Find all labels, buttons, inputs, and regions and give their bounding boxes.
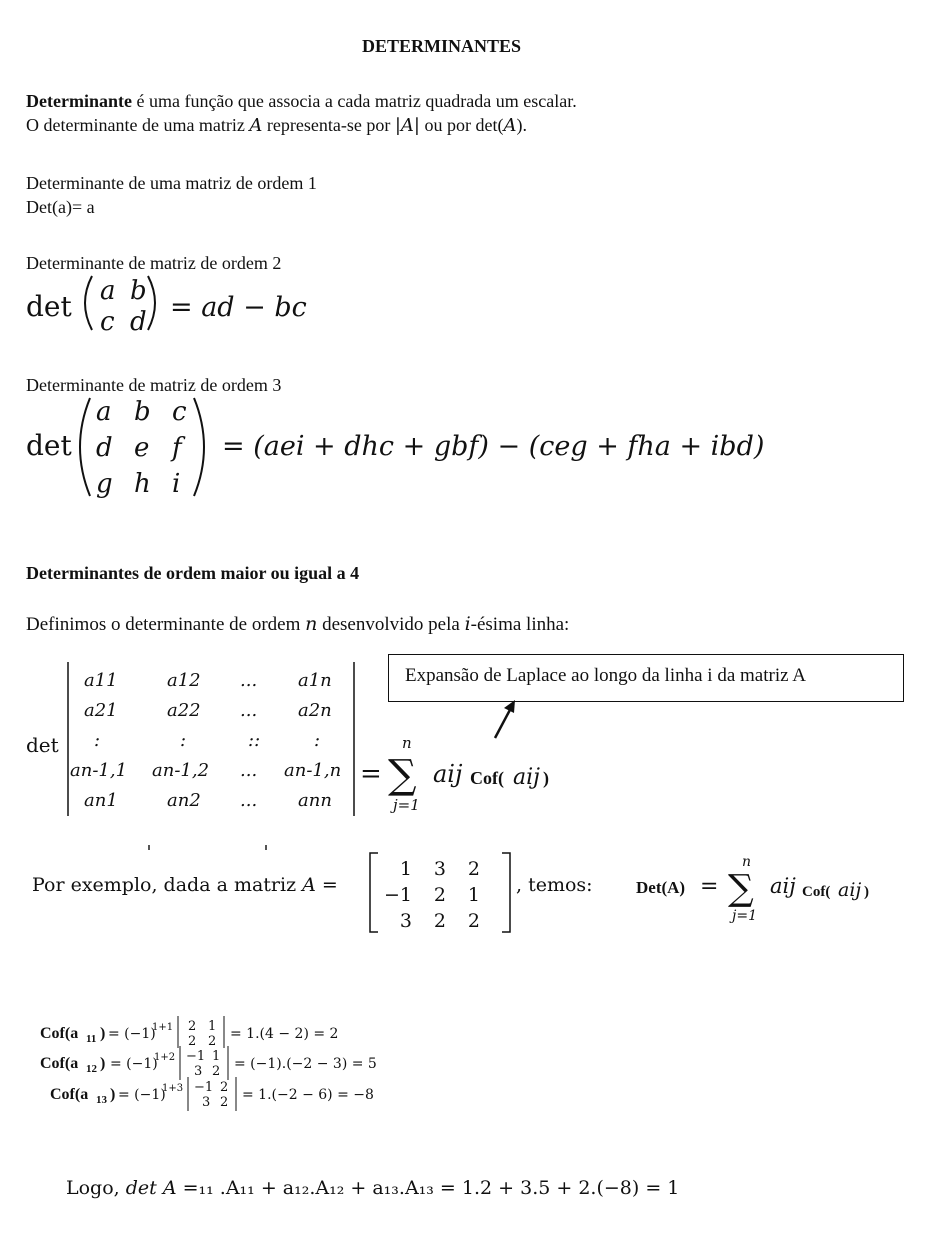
conclusion-rest: =₁₁ .A₁₁ + a₁₂.A₁₂ + a₁₃.A₁₃ = 1.2 + 3.5 + 2.(−8) = 1: [176, 1177, 680, 1199]
general-cell: :: [314, 730, 321, 751]
example-cell: 3: [433, 858, 446, 880]
page-title: DETERMINANTES: [362, 36, 522, 56]
example-sum-symbol: ∑: [728, 868, 754, 909]
example-cell: 2: [467, 910, 480, 932]
laplace-callout-text: Expansão de Laplace ao longo da linha i da matriz A: [405, 665, 806, 686]
general-cell: ...: [240, 760, 258, 781]
general-sum-lower: j=1: [393, 796, 420, 814]
example-formula-eq: =: [700, 874, 719, 899]
cof1-close: ): [100, 1025, 106, 1042]
order3-heading: Determinante de matriz de ordem 3: [26, 375, 282, 395]
cof2-sub: 12: [86, 1063, 97, 1075]
general-cell: a2n: [298, 700, 332, 721]
cof1-minor: 2: [208, 1034, 217, 1049]
example-cof-arg: aij: [838, 879, 862, 901]
cof3-label: Cof(a: [50, 1086, 89, 1103]
order2-result: = ad − bc: [170, 292, 307, 323]
order3-cell: a: [96, 397, 112, 427]
cofactor-row-1: [40, 1016, 338, 1049]
order3-cell: b: [134, 397, 151, 427]
order1-formula: Det(a)= a: [26, 197, 95, 217]
cof2-minor: −1: [186, 1049, 206, 1064]
example-intro-text: Por exemplo, dada a matriz: [32, 874, 303, 896]
general-cell: a11: [84, 670, 118, 691]
cof3-minor: −1: [194, 1080, 214, 1095]
general-sum-symbol: ∑: [388, 752, 417, 798]
order3-cell: c: [172, 397, 187, 427]
example-formula-label: Det(A): [636, 878, 686, 897]
cofactor-row-2: [40, 1046, 377, 1080]
example-sum-upper: n: [742, 854, 752, 870]
conclusion-start: Logo,: [66, 1177, 126, 1199]
cof1-result: = 1.(4 − 2) = 2: [230, 1026, 339, 1042]
general-cell: a12: [167, 670, 201, 691]
example-sum-lower: j=1: [732, 908, 757, 924]
cof2-minor: 1: [212, 1049, 221, 1064]
order3-result: = (aei + dhc + gbf) − (ceg + fha + ibd): [222, 431, 765, 462]
general-cell: ...: [240, 700, 258, 721]
order2-heading: Determinante de matriz de ordem 2: [26, 253, 282, 273]
cof2-minor: 2: [212, 1064, 221, 1079]
term-determinante: Determinante: [26, 91, 132, 111]
order4-det: det: [26, 733, 59, 757]
cof3-eq: = (−1): [118, 1087, 166, 1103]
cof1-minor: 2: [188, 1019, 197, 1034]
order1-heading: Determinante de uma matriz de ordem 1: [26, 173, 317, 193]
general-cell: ...: [240, 670, 258, 691]
cof1-eq: = (−1): [108, 1026, 156, 1042]
cof2-exp: 1+2: [154, 1052, 176, 1063]
general-term: aij: [433, 760, 463, 788]
general-sum-upper: n: [402, 734, 412, 752]
cof3-minor: 2: [220, 1095, 229, 1110]
order3-det: det: [26, 429, 72, 462]
general-cell: an-1,1: [70, 760, 128, 781]
general-cell: an-1,2: [152, 760, 210, 781]
cofactor-row-3: [50, 1077, 374, 1111]
def-n: n: [305, 613, 318, 635]
example-var: A: [302, 874, 316, 896]
order2-det: det: [26, 290, 72, 323]
def-mid: desenvolvido pela: [317, 614, 465, 635]
intro-line2-or: ou por det(: [420, 115, 504, 135]
general-cell: an1: [84, 790, 118, 811]
callout-arrow-line: [495, 706, 512, 738]
order2-cell: c: [100, 307, 115, 337]
general-cell: a21: [84, 700, 118, 721]
cof2-minor: 3: [194, 1064, 203, 1079]
order3-right-paren: [194, 398, 204, 496]
order2-cell: a: [100, 276, 116, 306]
general-equals: =: [360, 759, 382, 789]
general-cell: a22: [167, 700, 201, 721]
order2-cell: d: [130, 307, 147, 337]
example-term: aij: [770, 874, 796, 898]
def-start: Definimos o determinante de ordem: [26, 614, 306, 635]
order3-left-paren: [80, 398, 90, 496]
general-cof-close: ): [543, 768, 549, 788]
example-after: , temos:: [516, 874, 593, 896]
cof3-result: = 1.(−2 − 6) = −8: [242, 1087, 374, 1103]
intro-abs-a: |A|: [394, 115, 420, 136]
cof2-result: = (−1).(−2 − 3) = 5: [234, 1056, 377, 1072]
general-cell: a1n: [298, 670, 332, 691]
example-cell: 2: [467, 858, 480, 880]
order2-cell: b: [130, 276, 147, 306]
order2-right-paren: [148, 276, 155, 330]
cof3-close: ): [110, 1086, 116, 1103]
order3-cell: i: [172, 469, 181, 499]
cof1-label: Cof(a: [40, 1025, 79, 1042]
intro-line2-mid: representa-se por: [262, 115, 395, 135]
cof3-exp: 1+3: [162, 1083, 184, 1094]
example-cell: 3: [399, 910, 412, 932]
order4-heading: Determinantes de ordem maior ou igual a 4: [26, 563, 360, 583]
conclusion-det-a: det A: [125, 1177, 177, 1199]
general-cell: ann: [298, 790, 332, 811]
cof3-minor: 2: [220, 1080, 229, 1095]
intro-line2-start: O determinante de uma matriz: [26, 115, 250, 135]
cof1-minor: 1: [208, 1019, 217, 1034]
cof1-exp: 1+1: [152, 1022, 174, 1033]
general-cell: :: [180, 730, 187, 751]
example-cof: Cof(: [802, 884, 831, 900]
general-cell: an2: [167, 790, 201, 811]
example-cof-close: ): [864, 884, 869, 900]
order3-cell: e: [134, 433, 150, 463]
example-cell: 2: [433, 884, 446, 906]
general-cof-arg: aij: [513, 765, 540, 790]
example-right-bracket: [502, 853, 510, 932]
general-cell: ...: [240, 790, 258, 811]
intro-var-a: A: [249, 115, 263, 136]
cof1-sub: 11: [86, 1033, 97, 1045]
cof2-close: ): [100, 1055, 106, 1072]
cof2-label: Cof(a: [40, 1055, 79, 1072]
general-cell: :: [94, 730, 101, 751]
intro-definition: é uma função que associa a cada matriz quadrada um escalar.: [131, 91, 577, 111]
def-i: i: [464, 613, 471, 635]
example-cell: 2: [433, 910, 446, 932]
example-cell: −1: [383, 884, 412, 906]
cof1-minor: 2: [188, 1034, 197, 1049]
cof3-sub: 13: [96, 1094, 107, 1106]
order3-cell: h: [134, 469, 151, 499]
example-eq: =: [315, 874, 338, 896]
general-cell: an-1,n: [284, 760, 342, 781]
cof3-minor: 3: [202, 1095, 211, 1110]
order3-cell: g: [96, 469, 113, 499]
example-cell: 1: [467, 884, 480, 906]
order3-cell: d: [96, 433, 113, 463]
def-end: -ésima linha:: [470, 614, 570, 635]
intro-line2-end: ).: [516, 115, 527, 135]
cof2-eq: = (−1): [110, 1056, 158, 1072]
general-cof: Cof(: [470, 768, 504, 788]
order3-cell: f: [172, 433, 182, 463]
intro-var-a-2: A: [503, 115, 517, 136]
example-cell: 1: [399, 858, 412, 880]
general-cell: ::: [248, 730, 261, 751]
order2-left-paren: [85, 276, 92, 330]
example-left-bracket: [370, 853, 378, 932]
